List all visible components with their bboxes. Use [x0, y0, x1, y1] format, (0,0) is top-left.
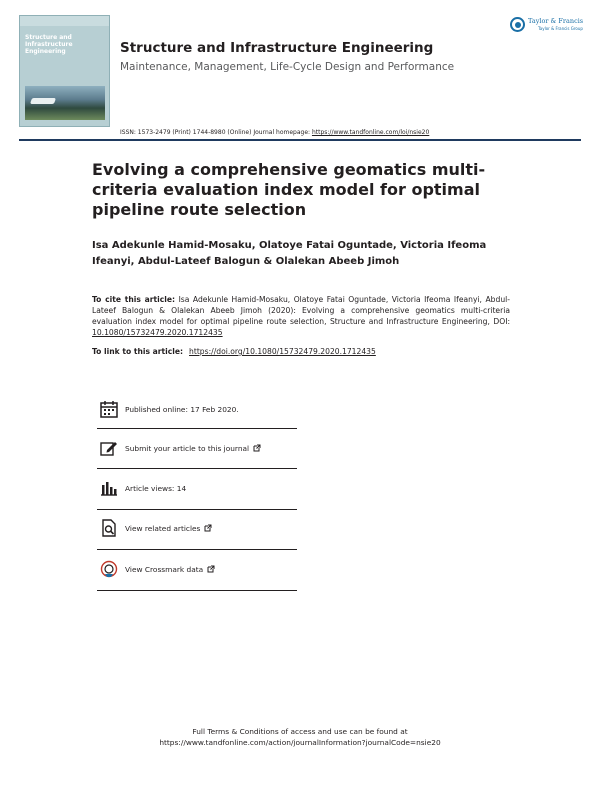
- info-divider: [97, 509, 297, 510]
- crossmark-icon: [100, 560, 118, 578]
- footer-terms-text: Full Terms & Conditions of access and use can be found at: [192, 727, 408, 736]
- header-divider: [19, 139, 581, 141]
- publisher-logo-icon: [510, 17, 525, 32]
- journal-homepage-link[interactable]: https://www.tandfonline.com/loi/nsie20: [311, 129, 430, 136]
- related-articles-item[interactable]: [97, 512, 297, 548]
- published-online-label: Published online: 17 Feb 2020.: [125, 405, 239, 414]
- publisher-name: Taylor & Francis: [528, 17, 584, 25]
- issn-text: ISSN: 1573-2479 (Print) 1744-8980 (Online) Journal homepage:: [120, 129, 312, 136]
- article-views-label: Article views: 14: [125, 484, 187, 493]
- journal-subtitle: Maintenance, Management, Life-Cycle Design and Performance: [120, 61, 455, 73]
- citation-block: [92, 294, 510, 338]
- journal-cover-thumbnail: [19, 15, 110, 127]
- footer: [0, 726, 600, 748]
- submit-article-item[interactable]: [97, 432, 297, 468]
- article-title: Evolving a comprehensive geomatics multi-criteria evaluation index model for optimal pipeline route selection: [92, 160, 486, 219]
- article-link-line: [92, 347, 376, 356]
- submit-article-link[interactable]: Submit your article to this journal: [125, 444, 261, 453]
- cover-title: Structure and Infrastructure Engineering: [25, 34, 73, 55]
- submit-edit-icon: [100, 439, 118, 457]
- external-link-icon: [207, 565, 215, 573]
- related-articles-icon: [100, 519, 118, 537]
- cover-top-band: [20, 16, 110, 26]
- info-divider: [97, 549, 297, 550]
- publisher-group: Taylor & Francis Group: [538, 26, 583, 31]
- crossmark-item[interactable]: [97, 553, 297, 589]
- article-views-item: [97, 472, 297, 508]
- bar-chart-icon: [100, 479, 118, 497]
- issn-line: [120, 129, 429, 136]
- link-label: To link to this article:: [92, 347, 184, 356]
- external-link-icon: [204, 524, 212, 532]
- cover-image: [25, 86, 105, 120]
- article-doi-url[interactable]: https://doi.org/10.1080/15732479.2020.1712435: [189, 347, 376, 356]
- published-online-item: [97, 393, 297, 429]
- crossmark-link[interactable]: View Crossmark data: [125, 565, 215, 574]
- article-authors: Isa Adekunle Hamid-Mosaku, Olatoye Fatai Oguntade, Victoria Ifeoma Ifeanyi, Abdul-Lateef Balogun & Olalekan Abeeb Jimoh: [92, 240, 487, 267]
- info-divider: [97, 468, 297, 469]
- info-divider: [97, 428, 297, 429]
- external-link-icon: [253, 444, 261, 452]
- cite-text: Isa Adekunle Hamid-Mosaku, Olatoye Fatai Oguntade, Victoria Ifeoma Ifeanyi, Abdul-Lateef Balogun & Olalekan Abeeb Jimoh (2020): Evolving a comprehensive geomatics multi-criteria evaluation index model for optimal pipeline route selection, Structure and Infrastructure Engineering, DOI:: [92, 295, 510, 326]
- calendar-icon: [100, 400, 118, 418]
- related-articles-link[interactable]: View related articles: [125, 524, 212, 533]
- doi-link[interactable]: 10.1080/15732479.2020.1712435: [92, 328, 223, 337]
- cite-label: To cite this article:: [92, 295, 176, 304]
- footer-terms-link[interactable]: https://www.tandfonline.com/action/journalInformation?journalCode=nsie20: [159, 738, 441, 747]
- info-divider: [97, 590, 297, 591]
- journal-title[interactable]: Structure and Infrastructure Engineering: [120, 40, 434, 56]
- publisher-logo: [510, 15, 586, 37]
